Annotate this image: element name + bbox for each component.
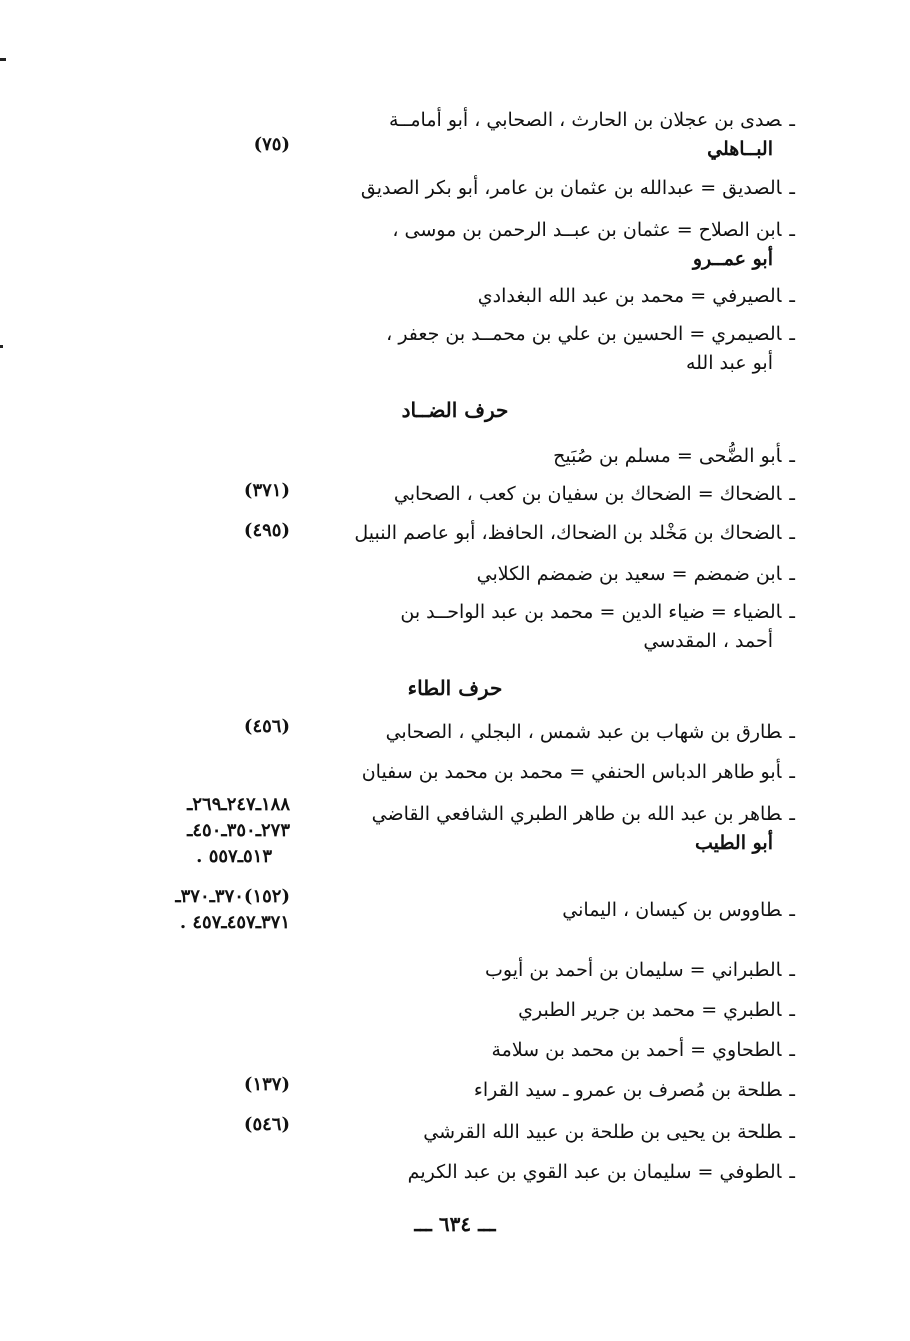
reference-line: ١٨٨ـ٢٤٧ـ٢٦٩ـ [187, 794, 290, 815]
index-entry [305, 1076, 795, 1105]
entry-text: الطبراني = سليمان بن أحمد بن أيوب [485, 959, 782, 981]
index-entry [305, 1158, 795, 1187]
entry-dash: ـ [789, 999, 795, 1021]
entry-dash: ـ [789, 285, 795, 307]
page-reference [110, 1112, 290, 1138]
entry-text: الصديق = عبدالله بن عثمان بن عامر، أبو بكر الصديق [360, 177, 782, 199]
entry-text: طاووس بن كيسان ، اليماني [562, 899, 782, 921]
index-entry [305, 758, 795, 787]
entry-text: أبو الضُّحى = مسلم بن صُبَيح [553, 445, 782, 467]
index-entry [305, 1036, 795, 1065]
entry-text: الضحاك بن مَخْلد بن الضحاك، الحافظ، أبو عاصم النبيل [354, 522, 782, 544]
entry-continuation: أبو عبد الله [685, 352, 773, 374]
scan-edge-mark [0, 345, 3, 348]
page-reference [110, 478, 290, 504]
entry-dash: ـ [789, 721, 795, 743]
index-entry [305, 519, 795, 548]
index-entry [305, 896, 795, 925]
reference-line: (٤٩٥) [243, 520, 290, 541]
entry-dash: ـ [789, 803, 795, 825]
entry-text: الطبري = محمد بن جرير الطبري [518, 999, 782, 1021]
page-number: ـــ ٦٣٤ ـــ [414, 1212, 496, 1236]
reference-line: (١٥٢)٣٧٠ـ٣٧٠ـ [175, 886, 290, 907]
reference-line: ٢٧٣ـ٣٥٠ـ٤٥٠ـ [187, 820, 290, 841]
entry-dash: ـ [789, 522, 795, 544]
index-entry [305, 106, 795, 164]
entry-continuation: أحمد ، المقدسي [643, 630, 773, 652]
page-reference [110, 792, 290, 870]
entry-dash: ـ [789, 219, 795, 241]
entry-text: أبو طاهر الدباس الحنفي = محمد بن محمد بن سفيان [361, 761, 782, 783]
entry-dash: ـ [789, 1079, 795, 1101]
entry-text: الصيمري = الحسين بن علي بن محمــد بن جعفر ، [386, 323, 782, 345]
entry-dash: ـ [789, 323, 795, 345]
entry-continuation: البــاهلي [707, 138, 773, 160]
entry-dash: ـ [789, 109, 795, 131]
entry-dash: ـ [789, 1161, 795, 1183]
reference-line: (٥٤٦) [243, 1114, 290, 1135]
reference-line: ٥١٣ـ٥٥٧ . [196, 846, 272, 867]
entry-text: طلحة بن مُصرف بن عمرو ـ سيد القراء [473, 1079, 782, 1101]
entry-continuation: أبو عمــرو [692, 248, 773, 270]
entry-dash: ـ [789, 177, 795, 199]
entry-dash: ـ [789, 899, 795, 921]
page-reference [110, 518, 290, 544]
reference-line: (٤٥٦) [243, 716, 290, 737]
entry-text: ابن الصلاح = عثمان بن عبــد الرحمن بن موسى ، [392, 219, 782, 241]
entry-dash: ـ [789, 959, 795, 981]
entry-text: صدى بن عجلان بن الحارث ، الصحابي ، أبو أمامــة [389, 109, 782, 131]
page-reference [110, 714, 290, 740]
scan-edge-mark [0, 58, 6, 61]
index-entry [305, 800, 795, 858]
index-entry [305, 718, 795, 747]
entry-continuation: أبو الطيب [694, 832, 773, 854]
entry-dash: ـ [789, 1039, 795, 1061]
index-entry [305, 598, 795, 656]
index-entry [305, 282, 795, 311]
index-entry [305, 480, 795, 509]
reference-line: ٣٧١ـ٤٥٧ـ٤٥٧ . [179, 912, 290, 933]
entry-text: ابن ضمضم = سعيد بن ضمضم الكلابي [476, 563, 782, 585]
entry-text: طارق بن شهاب بن عبد شمس ، البجلي ، الصحابي [385, 721, 782, 743]
section-heading: حرف الطاء [407, 676, 503, 700]
reference-line: (١٣٧) [243, 1074, 290, 1095]
index-entry [305, 216, 795, 274]
entry-dash: ـ [789, 601, 795, 623]
entry-dash: ـ [789, 563, 795, 585]
entry-dash: ـ [789, 761, 795, 783]
entry-dash: ـ [789, 483, 795, 505]
entry-dash: ـ [789, 445, 795, 467]
entry-dash: ـ [789, 1121, 795, 1143]
reference-line: (٣٧١) [243, 480, 290, 501]
index-entry [305, 956, 795, 985]
page-reference [110, 1072, 290, 1098]
reference-line: (٧٥) [253, 134, 290, 155]
entry-text: الصيرفي = محمد بن عبد الله البغدادي [477, 285, 782, 307]
entry-text: الضياء = ضياء الدين = محمد بن عبد الواحــد بن [400, 601, 782, 623]
index-entry [305, 320, 795, 378]
index-entry [305, 1118, 795, 1147]
entry-text: الضحاك = الضحاك بن سفيان بن كعب ، الصحابي [393, 483, 782, 505]
index-entry [305, 560, 795, 589]
section-heading: حرف الضــاد [401, 398, 509, 422]
page-reference [110, 884, 290, 936]
index-entry [305, 442, 795, 471]
entry-text: طلحة بن يحيى بن طلحة بن عبيد الله القرشي [423, 1121, 782, 1143]
index-entry [305, 996, 795, 1025]
entry-text: الطحاوي = أحمد بن محمد بن سلامة [491, 1039, 782, 1061]
page-reference [110, 132, 290, 158]
index-entry [305, 174, 795, 203]
entry-text: طاهر بن عبد الله بن طاهر الطبري الشافعي القاضي [371, 803, 782, 825]
entry-text: الطوفي = سليمان بن عبد القوي بن عبد الكريم [407, 1161, 782, 1183]
